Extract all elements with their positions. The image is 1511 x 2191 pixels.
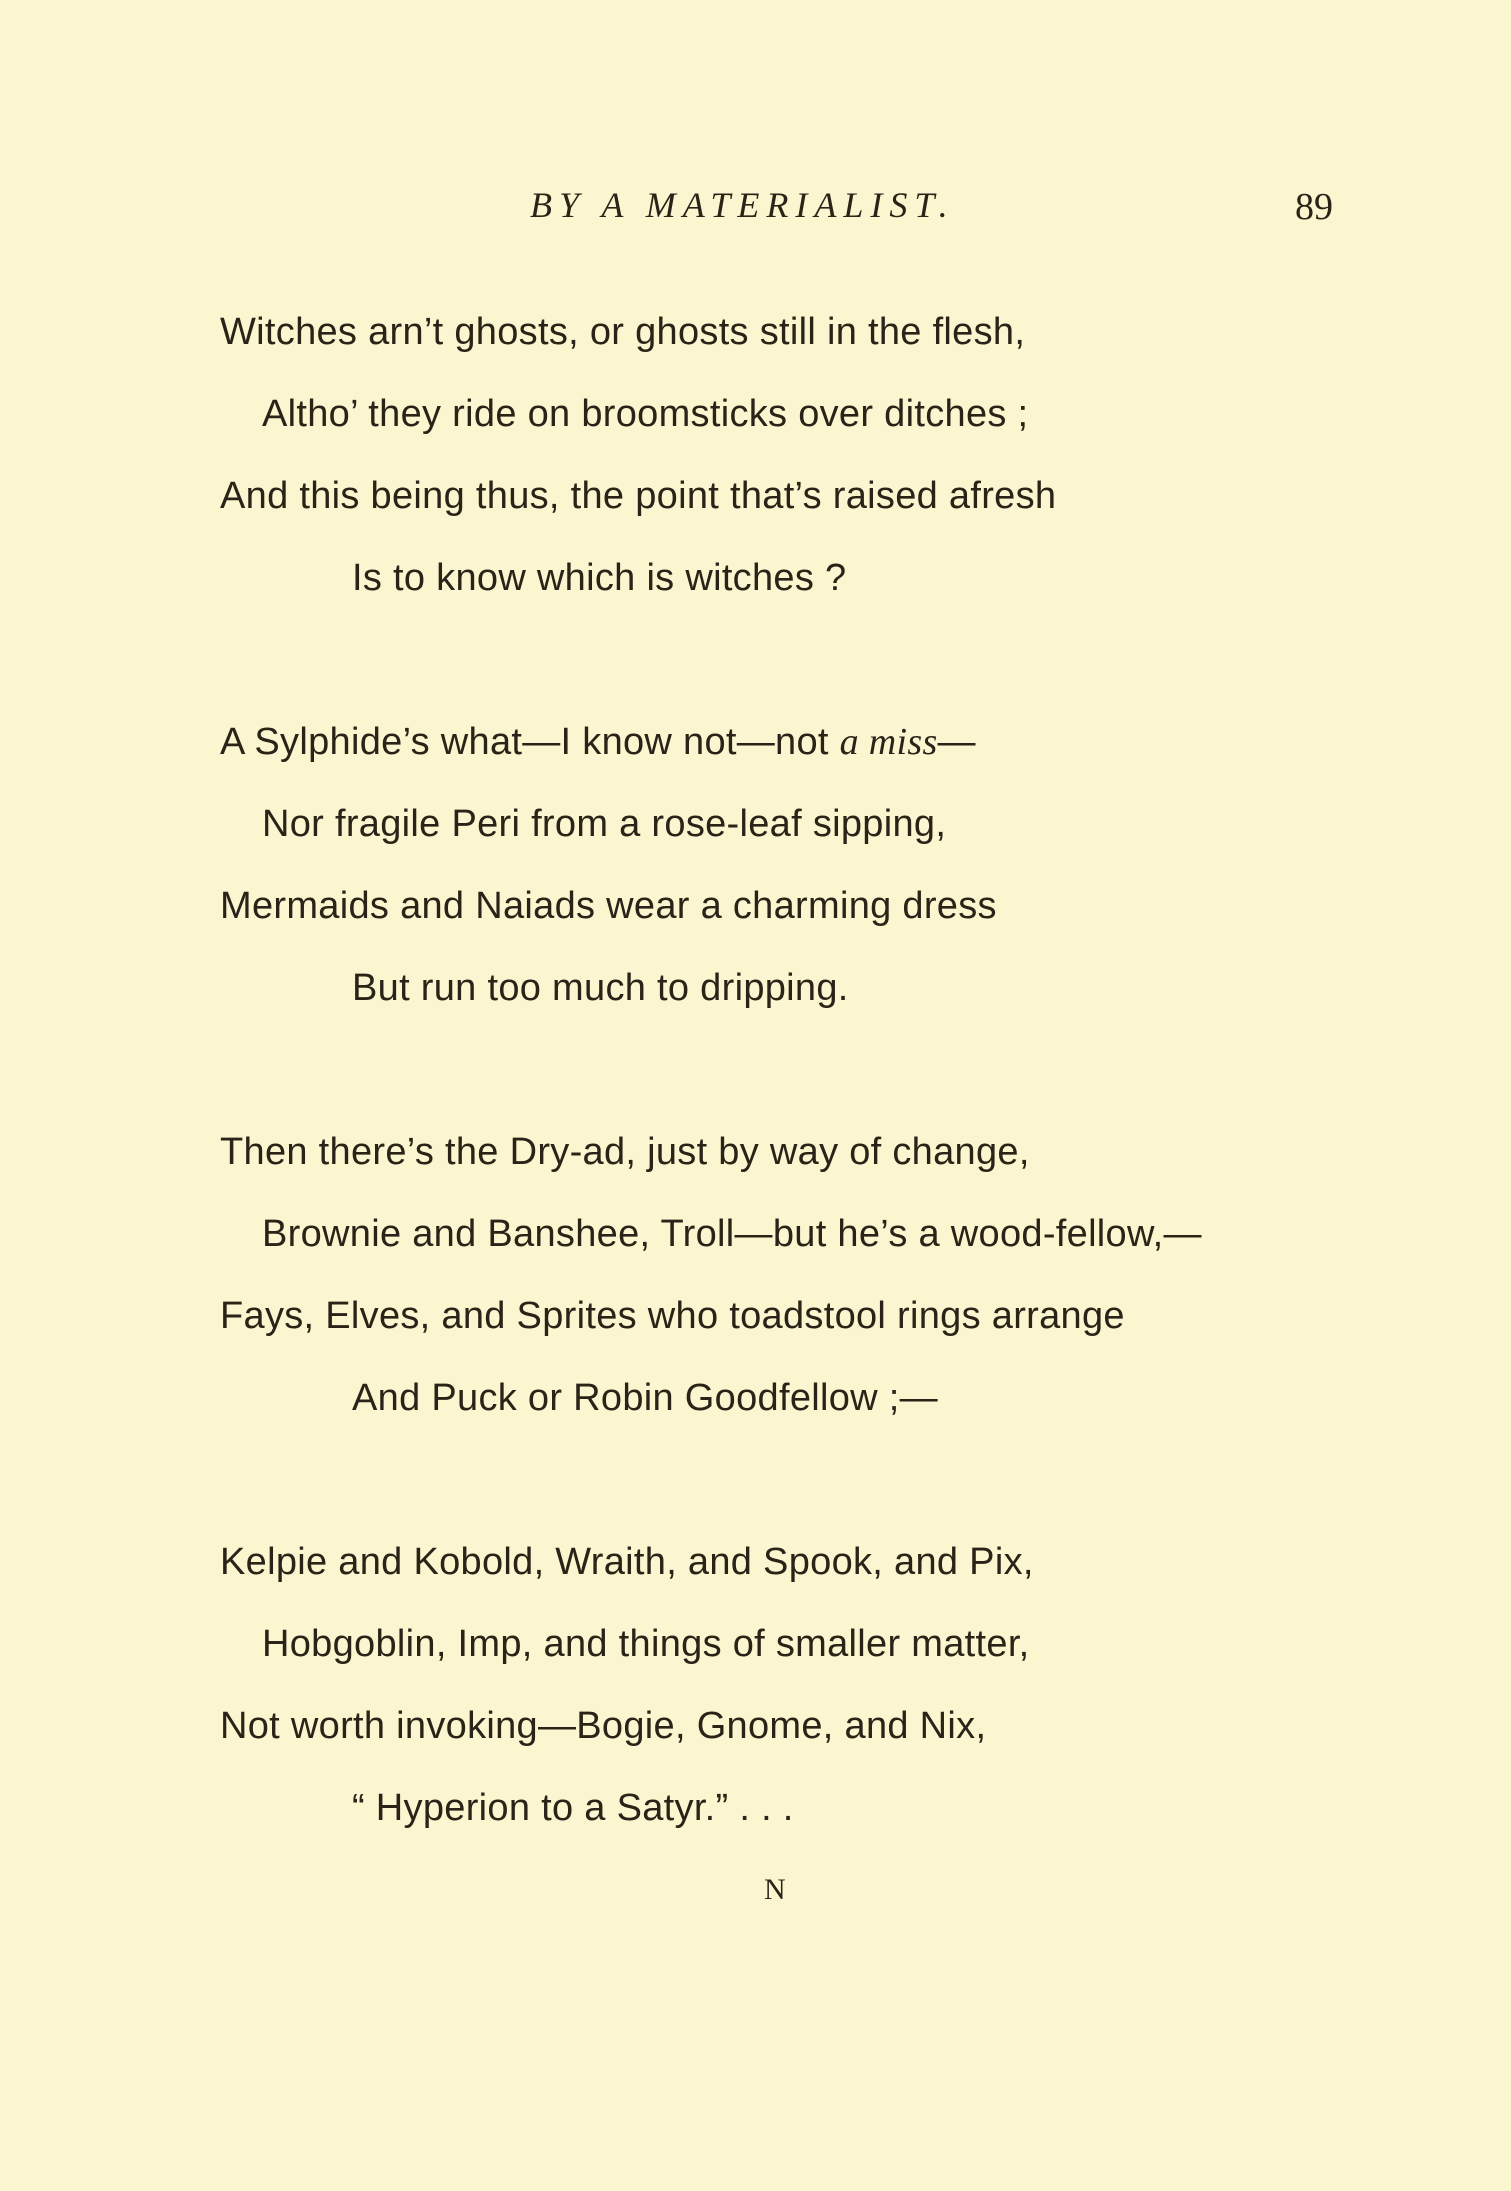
stanza-2-line-3: Mermaids and Naiads wear a charming dress — [220, 885, 997, 927]
stanza-2-line-1-text: A Sylphide’s what—I know not—not — [220, 721, 840, 763]
stanza-1-line-4: Is to know which is witches ? — [352, 557, 847, 599]
stanza-2-line-2: Nor fragile Peri from a rose-leaf sipping, — [262, 803, 947, 845]
stanza-3-line-1: Then there’s the Dry-ad, just by way of change, — [220, 1131, 1030, 1173]
stanza-3-line-4: And Puck or Robin Goodfellow ;— — [352, 1377, 938, 1419]
stanza-2-line-1-dash: — — [937, 721, 976, 763]
stanza-1-line-3: And this being thus, the point that’s raised afresh — [220, 475, 1057, 517]
stanza-1-line-2: Altho’ they ride on broomsticks over ditches ; — [262, 393, 1029, 435]
stanza-4-line-3: Not worth invoking—Bogie, Gnome, and Nix, — [220, 1705, 987, 1747]
stanza-3-line-3: Fays, Elves, and Sprites who toadstool rings arrange — [220, 1295, 1125, 1337]
stanza-3-line-2: Brownie and Banshee, Troll—but he’s a wood-fellow,— — [262, 1213, 1202, 1255]
stanza-2-line-1 — [220, 718, 976, 766]
stanza-2-line-4: But run too much to dripping. — [352, 967, 849, 1009]
running-head: BY A MATERIALIST. — [530, 185, 955, 225]
stanza-4-line-2: Hobgoblin, Imp, and things of smaller matter, — [262, 1623, 1030, 1665]
stanza-2-line-1-italic: a miss — [839, 721, 938, 763]
stanza-1-line-1: Witches arn’t ghosts, or ghosts still in the flesh, — [220, 311, 1026, 353]
page-number: 89 — [1295, 186, 1333, 228]
stanza-4-line-1: Kelpie and Kobold, Wraith, and Spook, and Pix, — [220, 1541, 1034, 1583]
signature-mark: N — [764, 1873, 786, 1906]
stanza-4-line-4: “ Hyperion to a Satyr.” . . . — [352, 1787, 794, 1829]
